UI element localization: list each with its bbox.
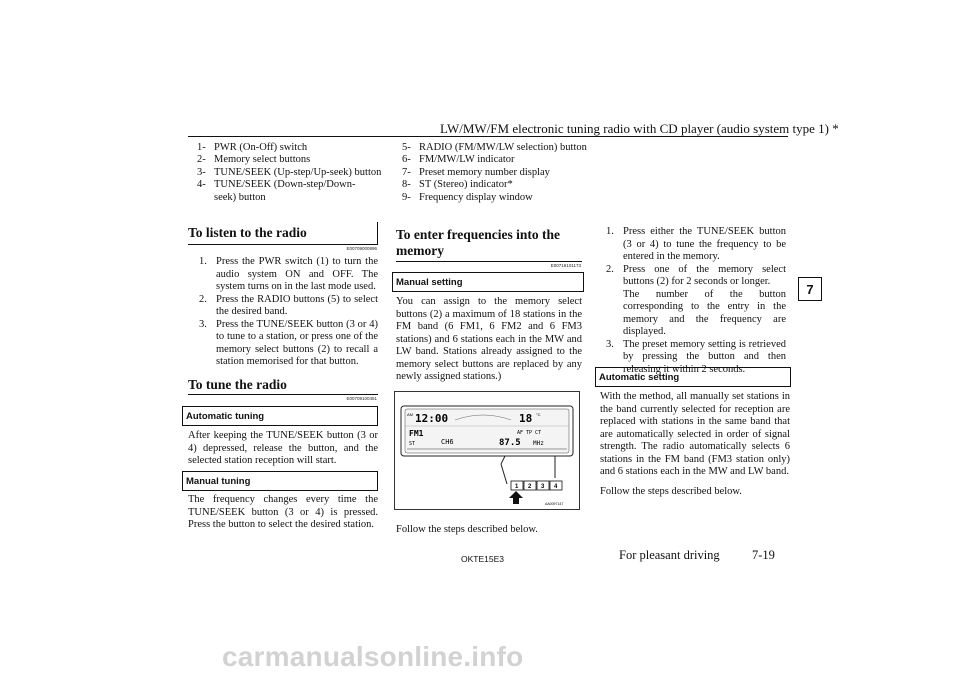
section-rule xyxy=(377,222,378,244)
legend-left xyxy=(197,142,382,204)
subheading-automatic-setting: Automatic setting xyxy=(595,367,791,387)
step-item: 3. The preset memory setting is retrieved by pressing the button and then releasing it within 2 seconds. xyxy=(606,338,786,375)
follow-steps-text: Follow the steps described below. xyxy=(396,524,538,535)
page-number: 7-19 xyxy=(752,548,775,562)
subheading-automatic-tuning: Automatic tuning xyxy=(182,406,378,426)
press-arrow-icon xyxy=(509,491,523,504)
svg-text:12:00: 12:00 xyxy=(415,412,449,425)
legend-item: 8- ST (Stereo) indicator* xyxy=(402,179,513,191)
manual-tuning-text: The frequency changes every time the TUNE/SEEK button (3 or 4) is pressed. Press the button to select the desired station. xyxy=(188,494,378,530)
legend-right xyxy=(402,142,602,204)
subheading-manual-setting: Manual setting xyxy=(392,272,584,292)
step-item: 1. Press either the TUNE/SEEK button (3 or 4) to tune the frequency to be entered in the memory. xyxy=(606,226,786,262)
section-rule xyxy=(396,261,582,262)
subheading-manual-tuning: Manual tuning xyxy=(182,471,378,491)
legend-item: 3- TUNE/SEEK (Up-step/Up-seek) button xyxy=(197,166,382,178)
footer-code: OKTE15E3 xyxy=(461,554,504,564)
section-code: E00709100451 xyxy=(346,396,377,401)
svg-text:AF TP CT: AF TP CT xyxy=(517,430,542,436)
section-code: E00709000896 xyxy=(346,246,377,251)
section-rule xyxy=(188,244,378,245)
svg-text:1: 1 xyxy=(515,484,519,490)
legend-item: 4- TUNE/SEEK (Down-step/Down-seek) button xyxy=(197,179,356,203)
svg-text:ST: ST xyxy=(409,441,416,447)
svg-text:87.5: 87.5 xyxy=(499,438,521,448)
header-rule xyxy=(188,136,788,137)
svg-text:4: 4 xyxy=(554,484,558,490)
svg-text:MHz: MHz xyxy=(533,440,544,447)
step-item: 1. Press the PWR switch (1) to turn the audio system ON and OFF. The system turns on in the last mode used. xyxy=(199,256,378,292)
section-title-tune: To tune the radio xyxy=(188,377,287,392)
section-title-memory xyxy=(396,227,560,259)
svg-text:3: 3 xyxy=(541,484,545,490)
legend-item: 2- Memory select buttons xyxy=(197,154,311,166)
automatic-setting-text: With the method, all manually set stations in the band currently selected for reception are replaced with stations in the same band that are automatically selected in order of signal strength. The radio automatically selects 6 stations in the FM band (FM3 station only) and 6 stations each in the MW and LW band. xyxy=(600,391,790,477)
footer-section: For pleasant driving xyxy=(619,548,720,562)
step-item: The number of the button corresponding to the entry in the memory and the frequency are displayed. xyxy=(623,288,786,337)
svg-text:FM1: FM1 xyxy=(409,429,424,438)
section-title-line: To enter frequencies into the xyxy=(396,227,560,242)
running-header: LW/MW/FM electronic tuning radio with CD player (audio system type 1) * xyxy=(440,121,839,136)
svg-text:18: 18 xyxy=(519,412,533,425)
section-title-listen: To listen to the radio xyxy=(188,225,307,240)
legend-item: 5- RADIO (FM/MW/LW selection) button xyxy=(402,142,587,153)
chapter-tab: 7 xyxy=(798,277,822,301)
radio-display-figure xyxy=(394,391,580,510)
automatic-follow-text: Follow the steps described below. xyxy=(600,486,742,497)
section-rule xyxy=(188,394,378,395)
manual-setting-text: You can assign to the memory select buttons (2) a maximum of 18 stations in the FM band (6 FM1, 6 FM2 and 6 FM3 stations) and 6 stations each in the MW and LW band. Stations already assigned to the memory select buttons are replaced by any newly assigned stations.) xyxy=(396,296,582,382)
automatic-tuning-text: After keeping the TUNE/SEEK button (3 or 4) depressed, release the button, and the selected station reception will start. xyxy=(188,430,378,466)
svg-text:°C: °C xyxy=(536,412,541,417)
legend-item: 1- PWR (On-Off) switch xyxy=(197,142,308,153)
section-code: E00716101173 xyxy=(550,263,581,268)
step-item: 2. Press the RADIO buttons (5) to select the desired band. xyxy=(199,293,378,317)
svg-text:AA0097147: AA0097147 xyxy=(545,502,564,506)
listen-steps xyxy=(199,256,378,369)
watermark: carmanualsonline.info xyxy=(222,641,524,672)
svg-text:2: 2 xyxy=(528,484,532,490)
section-title-line: memory xyxy=(396,243,444,258)
step-item: 3. Press the TUNE/SEEK button (3 or 4) to tune to a station, or press one of the memory select buttons (2) to recall a station memorised for that button. xyxy=(199,318,378,367)
step-item: 2. Press one of the memory select buttons (2) for 2 seconds or longer. xyxy=(606,263,786,287)
legend-item: 6- FM/MW/LW indicator xyxy=(402,154,515,166)
legend-item: 7- Preset memory number display xyxy=(402,166,550,178)
svg-text:AM: AM xyxy=(407,412,413,417)
svg-text:CH6: CH6 xyxy=(441,438,454,446)
memory-steps xyxy=(606,226,786,376)
radio-display-illustration xyxy=(395,392,579,509)
legend-item: 9- Frequency display window xyxy=(402,191,533,203)
